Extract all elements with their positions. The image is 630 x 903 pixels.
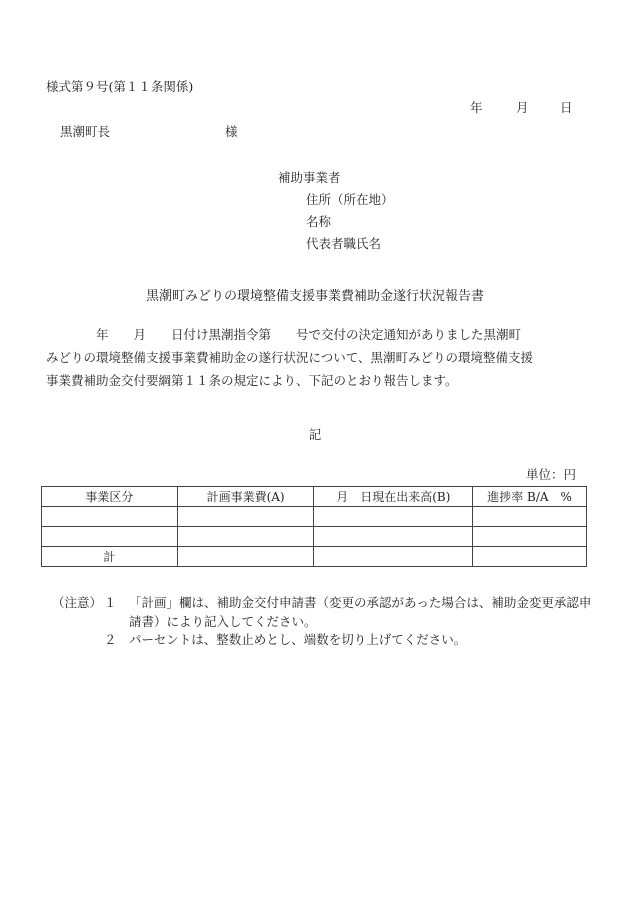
progress-table: [41, 486, 587, 567]
unit-label: 単位：円: [526, 467, 577, 482]
notes-label: （注意）: [52, 595, 103, 610]
table-cell[interactable]: [42, 507, 178, 527]
body-line: 事業費補助金交付要綱第１１条の規定により、下記のとおり報告します。: [46, 373, 458, 388]
table-header-row: [42, 487, 587, 507]
applicant-representative-label: 代表者職氏名: [306, 236, 382, 251]
body-line: 年 月 日付け黒潮指令第 号で交付の決定通知がありました黒潮町: [46, 327, 522, 342]
table-cell[interactable]: [177, 507, 314, 527]
addressee-name: 黒潮町長: [60, 124, 111, 139]
table-cell[interactable]: [473, 547, 587, 567]
body-text: [46, 323, 591, 392]
applicant-address-label: 住所（所在地）: [306, 192, 394, 207]
note-number: １: [104, 595, 117, 610]
notes-section: [52, 594, 599, 650]
date-year: 年: [470, 100, 483, 115]
header-cell-planned-cost: 計画事業費(A): [177, 487, 314, 507]
notes-label-spacer: [52, 631, 104, 650]
table-cell[interactable]: [473, 527, 587, 547]
document-title: 黒潮町みどりの環境整備支援事業費補助金遂行状況報告書: [145, 289, 484, 304]
note-text: 「計画」欄は、補助金交付申請書（変更の承認があった場合は、補助金変更承認申請書）により記入してください。: [129, 595, 592, 629]
header-cell-progress: 進捗率 B/A %: [473, 487, 587, 507]
applicant-heading: 補助事業者: [278, 170, 341, 185]
note-text: パーセントは、整数止めとし、端数を切り上げてください。: [129, 632, 467, 647]
body-line: みどりの環境整備支援事業費補助金の遂行状況について、黒潮町みどりの環境整備支援: [46, 350, 534, 365]
table-cell[interactable]: [473, 507, 587, 527]
note-number: ２: [104, 632, 117, 647]
table-cell[interactable]: [177, 547, 314, 567]
applicant-block: [278, 167, 394, 255]
table-total-row: [42, 547, 587, 567]
table-cell[interactable]: [177, 527, 314, 547]
form-number: 様式第９号(第１１条関係): [46, 79, 194, 94]
note-item: [52, 631, 599, 650]
addressee-honorific: 様: [225, 124, 238, 139]
table-cell[interactable]: [314, 507, 473, 527]
table-cell[interactable]: [314, 527, 473, 547]
header-cell-category: 事業区分: [42, 487, 178, 507]
date-day: 日: [560, 100, 573, 115]
table-cell[interactable]: [314, 547, 473, 567]
table-cell[interactable]: [42, 527, 178, 547]
table-row: [42, 507, 587, 527]
table-row: [42, 527, 587, 547]
applicant-name-label: 名称: [306, 214, 332, 229]
header-cell-actual: 月 日現在出来高(B): [314, 487, 473, 507]
date-month: 月: [516, 100, 529, 115]
ki-heading: 記: [308, 427, 322, 442]
total-label-cell: 計: [42, 547, 178, 567]
note-item: [52, 594, 599, 631]
addressee: [60, 124, 238, 139]
